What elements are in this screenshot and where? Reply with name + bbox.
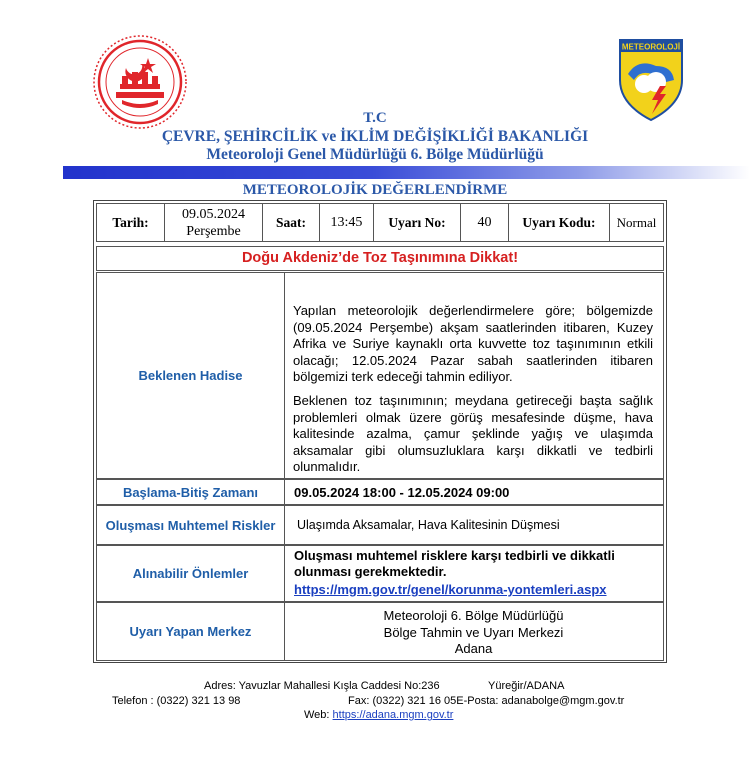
footer-web-link[interactable]: https://adana.mgm.gov.tr xyxy=(332,709,454,721)
measures-value: Oluşması muhtemel risklere karşı tedbirli ve dikkatli olunması gerekmektedir. xyxy=(294,548,615,579)
center-label: Uyarı Yapan Merkez xyxy=(97,603,285,660)
measures-link[interactable]: https://mgm.gov.tr/genel/korunma-yontemleri.aspx xyxy=(294,582,607,597)
footer-fax-email: Fax: (0322) 321 16 05E-Posta: adanabolge@mgm.gov.tr xyxy=(348,695,625,707)
date-cell xyxy=(165,204,263,242)
date-value: 09.05.2024 xyxy=(182,206,245,222)
expected-event-label: Beklenen Hadise xyxy=(97,273,285,478)
info-table xyxy=(96,203,664,242)
time-label: Saat: xyxy=(263,204,320,242)
center-lines xyxy=(284,608,663,658)
risks-label: Oluşması Muhtemel Riskler xyxy=(97,506,285,544)
period-value: 09.05.2024 18:00 - 12.05.2024 09:00 xyxy=(294,485,510,500)
header-tc: T.C xyxy=(363,110,387,126)
measures-label: Alınabilir Önlemler xyxy=(97,546,285,601)
period-row xyxy=(96,479,664,505)
risks-value: Ulaşımda Aksamalar, Hava Kalitesinin Düşmesi xyxy=(297,518,560,532)
risks-value-cell xyxy=(284,506,663,544)
logo-text: METEOROLOJİ xyxy=(621,42,681,52)
date-label: Tarih: xyxy=(97,204,165,242)
day-value: Perşembe xyxy=(186,223,241,239)
footer-web xyxy=(304,709,453,721)
period-value-cell xyxy=(284,480,663,504)
document-title: METEOROLOJİK DEĞERLENDİRME xyxy=(242,182,508,198)
footer-address: Adres: Yavuzlar Mahallesi Kışla Caddesi No:236 xyxy=(204,680,440,692)
warning-no-value: 40 xyxy=(461,204,509,242)
footer-web-label: Web: xyxy=(304,709,330,721)
time-value: 13:45 xyxy=(320,204,374,242)
period-label: Başlama-Bitiş Zamanı xyxy=(97,480,285,504)
measures-row xyxy=(96,545,664,602)
ministry-name: ÇEVRE, ŞEHİRCİLİK ve İKLİM DEĞİŞİKLİĞİ BAKANLIĞI xyxy=(161,128,589,145)
center-line-3: Adana xyxy=(454,641,493,656)
warning-code-value: Normal xyxy=(610,204,664,242)
center-line-2: Bölge Tahmin ve Uyarı Merkezi xyxy=(383,624,564,640)
directorate-name: Meteoroloji Genel Müdürlüğü 6. Bölge Müdürlüğü xyxy=(206,146,544,163)
warning-code-label: Uyarı Kodu: xyxy=(509,204,610,242)
expected-event-paragraph-1: Yapılan meteorolojik değerlendirmelere göre; bölgemizde (09.05.2024 Perşembe) akşam saatlerinden itibaren, Kuzey Afrika ve Suriye kaynaklı orta kuvvette toz taşınımının etkili olacağı; 12.05.2024 Pazar sabah saatlerinden itibaren bölgemizi terk edeceği tahmin ediliyor. xyxy=(293,303,653,384)
expected-event-paragraph-2: Beklenen toz taşınımının; meydana getireceği başta sağlık problemleri olmak üzere görüş mesafesinde düşme, hava kalitesinde azalma, çamur şeklinde yağış ve ulaşımda aksamalar gibi olumsuzluklara karşı dikkatli ve tedbirli olunmalıdır. xyxy=(293,393,653,474)
risks-row xyxy=(96,505,664,545)
center-value-cell xyxy=(284,603,663,660)
footer-phone: Telefon : (0322) 321 13 98 xyxy=(112,695,241,707)
warning-no-label: Uyarı No: xyxy=(374,204,461,242)
alert-title: Doğu Akdeniz’de Toz Taşınımına Dikkat! xyxy=(96,246,664,271)
center-row xyxy=(96,602,664,661)
header-gradient-bar xyxy=(63,166,750,179)
footer-city: Yüreğir/ADANA xyxy=(488,680,565,692)
measures-value-cell xyxy=(284,546,663,601)
center-line-1: Meteoroloji 6. Bölge Müdürlüğü xyxy=(383,608,564,623)
